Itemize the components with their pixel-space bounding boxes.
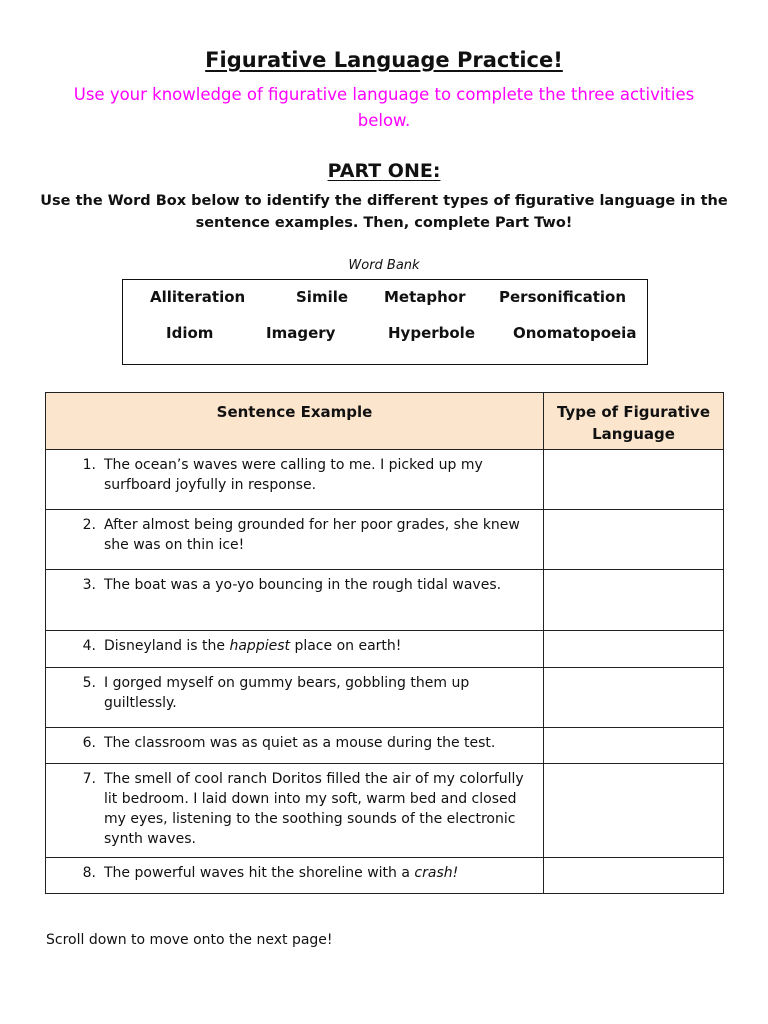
sentence-fragment: The powerful waves hit the shoreline with a	[104, 865, 415, 881]
page-title: Figurative Language Practice!	[205, 48, 563, 72]
sentence-fragment: The classroom was as quiet as a mouse during the test.	[104, 735, 496, 751]
answer-cell[interactable]	[544, 510, 724, 570]
part-one-instructions: Use the Word Box below to identify the different types of figurative language in the sentence examples. Then, complete Part Two!	[40, 193, 728, 231]
answer-cell[interactable]	[544, 858, 724, 894]
sentence-fragment: After almost being grounded for her poor grades, she knew she was on thin ice!	[104, 517, 520, 553]
sentence-text	[104, 636, 401, 656]
italic-text: crash!	[414, 865, 459, 881]
sentence-fragment: The ocean’s waves were calling to me. I picked up my surfboard joyfully in response.	[104, 457, 483, 493]
sentence-cell	[46, 858, 544, 894]
sentence-text	[104, 769, 537, 849]
word-bank-item: Metaphor	[384, 288, 466, 306]
word-bank-item: Hyperbole	[388, 324, 475, 342]
header-type: Type of Figurative Language	[544, 393, 724, 450]
sentence-cell	[46, 631, 544, 668]
subtitle: Use your knowledge of figurative language to complete the three activities below.	[73, 85, 695, 130]
answer-cell[interactable]	[544, 668, 724, 728]
answer-cell[interactable]	[544, 764, 724, 858]
table-row	[46, 858, 724, 894]
answer-cell[interactable]	[544, 570, 724, 631]
sentence-text	[104, 673, 537, 713]
word-bank-item: Simile	[296, 288, 349, 306]
word-bank-caption: Word Bank	[348, 258, 420, 273]
sentence-text	[104, 515, 537, 555]
sentence-text	[104, 575, 501, 595]
table-row	[46, 450, 724, 510]
item-number: 2.	[82, 517, 96, 533]
sentence-cell	[46, 668, 544, 728]
table-row	[46, 728, 724, 764]
answer-cell[interactable]	[544, 728, 724, 764]
item-number: 1.	[82, 457, 96, 473]
italic-text: happiest	[229, 638, 290, 654]
answer-cell[interactable]	[544, 450, 724, 510]
sentence-cell	[46, 728, 544, 764]
table-row	[46, 764, 724, 858]
footer-note: Scroll down to move onto the next page!	[46, 932, 333, 948]
sentence-fragment: The boat was a yo-yo bouncing in the rough tidal waves.	[104, 577, 502, 593]
answer-cell[interactable]	[544, 631, 724, 668]
word-bank-item: Personification	[499, 288, 627, 306]
sentence-fragment: The smell of cool ranch Doritos filled the air of my colorfully lit bedroom. I laid down into my soft, warm bed and closed my eyes, listening to the soothing sounds of the electronic synth waves.	[104, 771, 524, 847]
part-one-heading: PART ONE:	[327, 160, 441, 182]
item-number: 8.	[82, 865, 96, 881]
sentence-table	[45, 392, 724, 894]
item-number: 7.	[82, 771, 96, 787]
sentence-cell	[46, 510, 544, 570]
sentence-text	[104, 455, 537, 495]
sentence-cell	[46, 570, 544, 631]
table-row	[46, 631, 724, 668]
sentence-text	[104, 863, 458, 883]
sentence-fragment: I gorged myself on gummy bears, gobbling them up guiltlessly.	[104, 675, 470, 711]
sentence-fragment: place on earth!	[290, 638, 402, 654]
word-bank-item: Onomatopoeia	[513, 324, 637, 342]
word-bank-box	[122, 279, 648, 365]
table-row	[46, 668, 724, 728]
header-sentence-example: Sentence Example	[46, 393, 544, 450]
item-number: 4.	[82, 638, 96, 654]
sentence-cell	[46, 764, 544, 858]
sentence-cell	[46, 450, 544, 510]
item-number: 3.	[82, 577, 96, 593]
item-number: 5.	[82, 675, 96, 691]
sentence-text	[104, 733, 495, 753]
table-row	[46, 510, 724, 570]
word-bank-item: Idiom	[166, 324, 214, 342]
word-bank-item: Alliteration	[150, 288, 246, 306]
sentence-fragment: Disneyland is the	[104, 638, 230, 654]
item-number: 6.	[82, 735, 96, 751]
table-row	[46, 570, 724, 631]
word-bank-item: Imagery	[266, 324, 336, 342]
